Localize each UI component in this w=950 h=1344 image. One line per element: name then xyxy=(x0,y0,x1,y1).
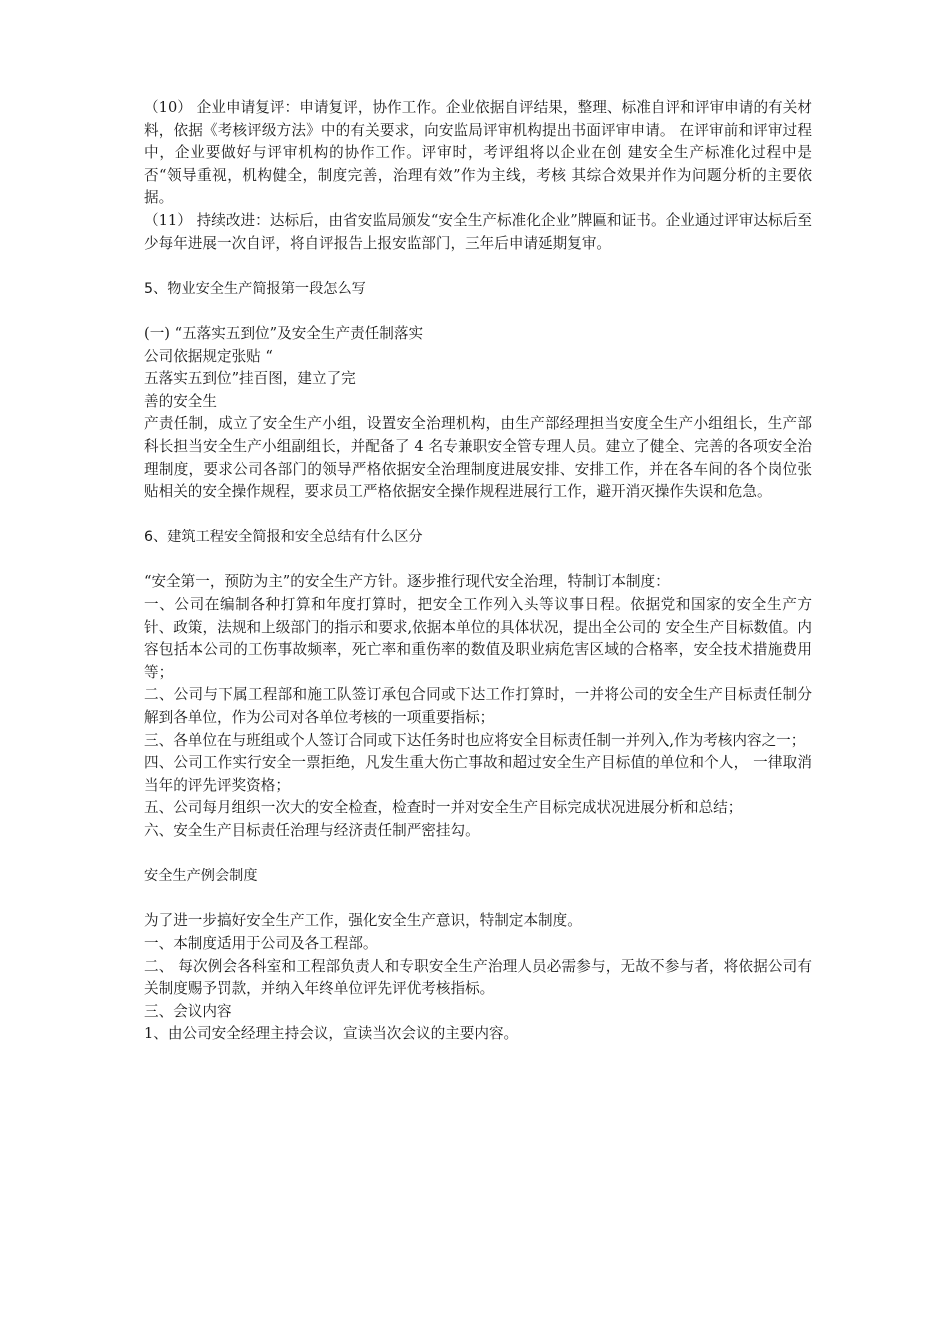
section-6-heading: 6、建筑工程安全简报和安全总结有什么区分 xyxy=(144,529,423,546)
section-6-item: 四、公司工作实行安全一票拒绝，凡发生重大伤亡事故和超过安全生产目标值的单位和个人， 一律取消当年的评先评奖资格； xyxy=(144,754,812,794)
section-5-line-2: 五落实五到位”挂百图，建立了完 xyxy=(144,370,356,388)
spacer xyxy=(144,843,812,866)
section-7-item: 三、会议内容 xyxy=(144,1002,232,1020)
section-6-item: 一、公司在编制各种打算和年度打算时，把安全工作列入头等议事日程。依据党和国家的安全生产方针、政策，法规和上级部门的指示和要求,依据本单位的具体状况，提出全公司的 安全生产目标数值。内容包括本公司的工伤事故频率，死亡率和重伤率的数值及职业病危害区域的合格率，安全技术措施费用等； xyxy=(144,596,812,681)
paragraph-item-11: （11） 持续改进：达标后，由省安监局颁发“安全生产标准化企业”牌匾和证书。企业通过评审达标后至少每年进展一次自评，将自评报告上报安监部门，三年后申请延期复审。 xyxy=(144,211,812,252)
section-6-intro: “安全第一，预防为主”的安全生产方针。逐步推行现代安全治理，特制订本制度： xyxy=(144,573,670,591)
section-5-heading: 5、物业安全生产简报第一段怎么写 xyxy=(144,280,366,297)
section-6-item: 二、公司与下属工程部和施工队签订承包合同或下达工作打算时，一并将公司的安全生产目标责任制分解到各单位，作为公司对各单位考核的一项重要指标； xyxy=(144,686,812,727)
section-7-intro: 为了进一步搞好安全生产工作，强化安全生产意识，特制定本制度。 xyxy=(144,912,582,930)
spacer xyxy=(144,300,812,323)
spacer xyxy=(144,504,812,527)
section-6-item: 五、公司每月组织一次大的安全检查，检查时一并对安全生产目标完成状况进展分析和总结； xyxy=(144,799,743,817)
spacer xyxy=(144,255,812,278)
spacer xyxy=(144,549,812,572)
section-7-item: 二、 每次例会各科室和工程部负责人和专职安全生产治理人员必需参与，无故不参与者，将依据公司有关制度赐予罚款，并纳入年终单位评先评优考核指标。 xyxy=(144,957,812,998)
section-6-item: 六、安全生产目标责任治理与经济责任制严密挂勾。 xyxy=(144,822,480,839)
section-7-item: 1、由公司安全经理主持会议，宣读当次会议的主要内容。 xyxy=(144,1025,519,1043)
document-page xyxy=(144,97,812,1046)
section-5-line-3: 善的安全生 xyxy=(144,392,217,410)
section-7-heading: 安全生产例会制度 xyxy=(144,868,258,885)
section-5-line-1: 公司依据规定张贴 “ xyxy=(144,347,273,365)
spacer xyxy=(144,888,812,911)
section-5-subheading: (一) “五落实五到位”及安全生产责任制落实 xyxy=(144,324,424,342)
section-6-item: 三、各单位在与班组或个人签订合同或下达任务时也应将安全目标责任制一并列入,作为考核内容之一； xyxy=(144,731,806,749)
paragraph-item-10: （10） 企业申请复评：申请复评，协作工作。企业依据自评结果，整理、标准自评和评审申请的有关材料，依据《考核评级方法》中的有关要求，向安监局评审机构提出书面评审申请。 在评审前和评审过程中，企业要做好与评审机构的协作工作。评审时，考评组将以企业在创 建安全生产标准化过程中是否“领导重视，机构健全，制度完善，治理有效”作为主线，考核 其综合效果并作为问题分析的主要依据。 xyxy=(144,99,812,207)
section-5-body: 产责任制，成立了安全生产小组，设置安全治理机构，由生产部经理担当安度全生产小组组长，生产部科长担当安全生产小组副组长，并配备了 4 名专兼职安全管专理人员。建立了健全、完善的各项安全治理制度，要求公司各部门的领导严格依据安全治理制度进展安排、安排工作，并在各车间的各个岗位张贴相关的安全操作规程，要求员工严格依据安全操作规程进展行工作，避开消灭操作失误和危急。 xyxy=(144,415,812,501)
section-7-item: 一、本制度适用于公司及各工程部。 xyxy=(144,934,378,952)
